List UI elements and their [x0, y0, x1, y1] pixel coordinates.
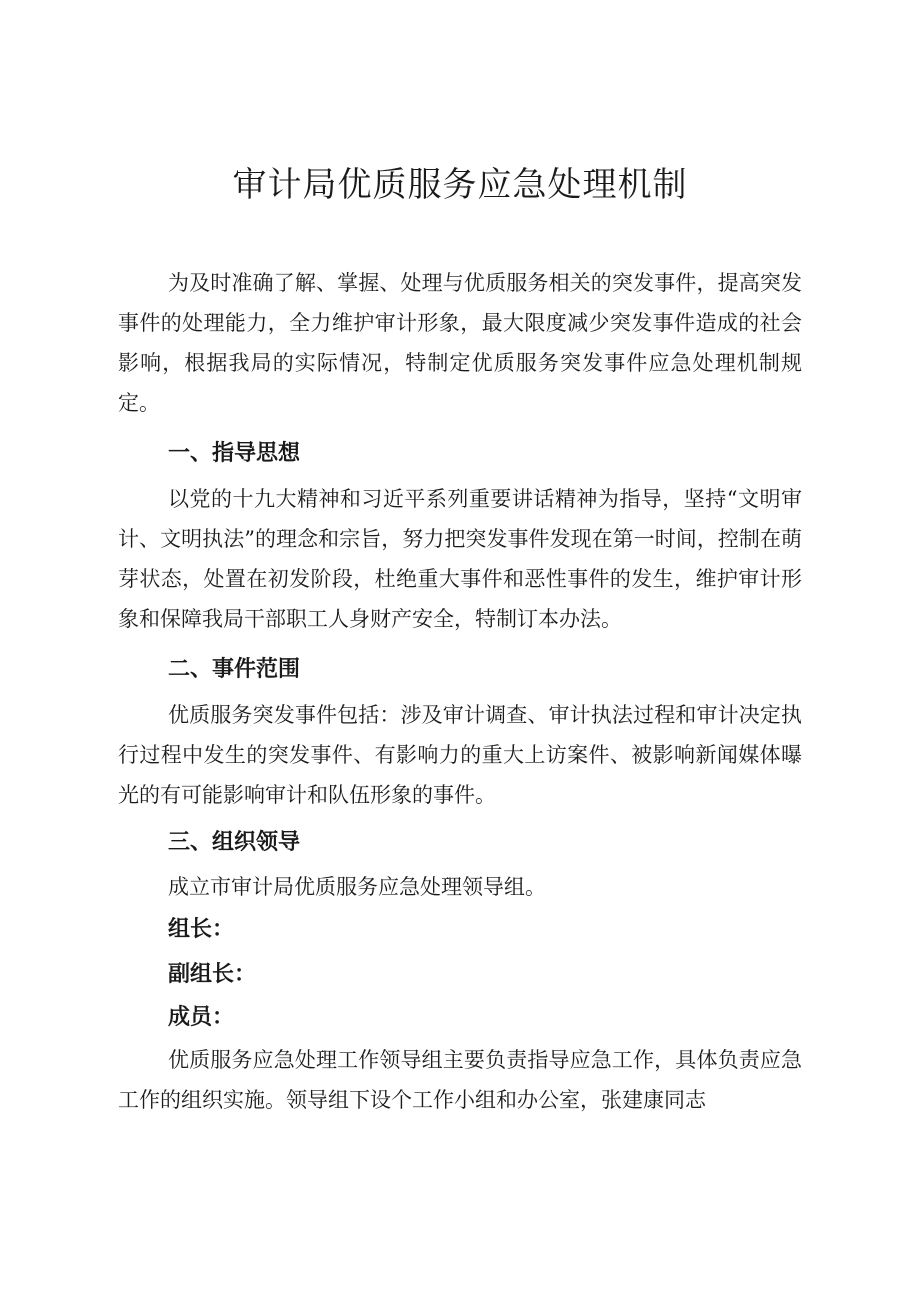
- section-heading-event-scope: 二、事件范围: [168, 657, 301, 682]
- guiding-ideology-paragraph: 以党的十九大精神和习近平系列重要讲话精神为指导，坚持“文明审计、文明执法”的理念和宗旨，努力把突发事件发现在第一时间，控制在萌芽状态，处置在初发阶段，杜绝重大事件和恶性事件的发生，维护审计形象和保障我局干部职工人身财产安全，特制订本办法。: [118, 487, 802, 631]
- deputy-leader-label: 副组长：: [168, 962, 257, 987]
- leader-label: 组长：: [168, 917, 235, 942]
- members-label: 成员：: [168, 1005, 235, 1030]
- document-title: 审计局优质服务应急处理机制: [232, 165, 688, 205]
- section-heading-organization: 三、组织领导: [168, 830, 301, 855]
- section-heading-guiding-ideology: 一、指导思想: [168, 441, 301, 466]
- establish-line: 成立市审计局优质服务应急处理领导组。: [168, 875, 546, 899]
- intro-paragraph: 为及时准确了解、掌握、处理与优质服务相关的突发事件，提高突发事件的处理能力，全力维护审计形象，最大限度减少突发事件造成的社会影响，根据我局的实际情况，特制定优质服务突发事件应急处理机制规定。: [118, 271, 802, 415]
- organization-paragraph: 优质服务应急处理工作领导组主要负责指导应急工作，具体负责应急工作的组织实施。领导组下设个工作小组和办公室，张建康同志: [118, 1048, 802, 1112]
- event-scope-paragraph: 优质服务突发事件包括：涉及审计调查、审计执法过程和审计决定执行过程中发生的突发事件、有影响力的重大上访案件、被影响新闻媒体曝光的有可能影响审计和队伍形象的事件。: [118, 703, 802, 807]
